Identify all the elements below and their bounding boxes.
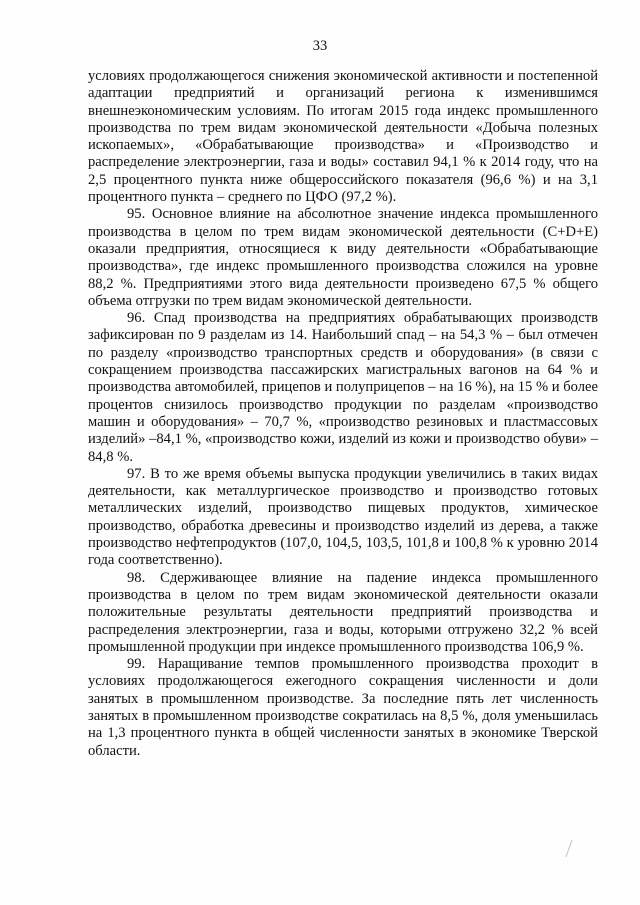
paragraph-99: 99. Наращивание темпов промышленного производства проходит в условиях продолжающегося ежегодного сокращения численности и доли занятых в промышленном производстве. За последние пять лет численность занятых в промышленном производстве сократилась на 8,5 %, доля уменьшилась на 1,3 процентного пункта в общей численности занятых в экономике Тверской области.: [88, 656, 598, 759]
paragraph-96: 96. Спад производства на предприятиях обрабатывающих производств зафиксирован по 9 разделам из 14. Наибольший спад – на 54,3 % – был отмечен по разделу «производство транспортных средств и оборудования» (в связи с сокращением производства пассажирских магистральных вагонов на 64 % и производства автомобилей, прицепов и полуприцепов – на 16 %), на 15 % и более процентов снизилось производство продукции по разделам «производство машин и оборудования» – 70,7 %, «производство резиновых и пластмассовых изделий» –84,1 %, «производство кожи, изделий из кожи и производство обуви» – 84,8 %.: [88, 310, 598, 465]
paragraph-97: 97. В то же время объемы выпуска продукции увеличились в таких видах деятельности, как металлургическое производство и производство готовых металлических изделий, производство пищевых продуктов, химическое производство, обработка древесины и производство изделий из дерева, а также производство нефтепродуктов (107,0, 104,5, 103,5, 101,8 и 100,8 % к уровню 2014 года соответственно).: [88, 465, 598, 569]
paragraph-95: 95. Основное влияние на абсолютное значение индекса промышленного производства в целом по трем видам экономической деятельности (С+D+E) оказали предприятия, относящиеся к виду деятельности «Обрабатывающие производства», где индекс промышленного производства сложился на уровне 88,2 %. Предприятиями этого вида деятельности произведено 67,5 % общего объема отгрузки по трем видам экономической деятельности.: [88, 206, 598, 309]
body-text: [88, 68, 598, 760]
stray-pen-mark: [565, 840, 572, 857]
page-number: 33: [312, 38, 328, 54]
paragraph-98: 98. Сдерживающее влияние на падение индекса промышленного производства в целом по трем видам экономической деятельности оказали положительные результаты деятельности предприятий производства и распределения электроэнергии, газа и воды, которыми отгружено 32,2 % всей промышленной продукции при индексе промышленного производства 106,9 %.: [88, 569, 598, 655]
paragraph-intro-continuation: условиях продолжающегося снижения экономической активности и постепенной адаптации предприятий и организаций региона к изменившимся внешнеэкономическим условиям. По итогам 2015 года индекс промышленного производства по трем видам экономической деятельности «Добыча полезных ископаемых», «Обрабатывающие производства» и «Производство и распределение электроэнергии, газа и воды» составил 94,1 % к 2014 году, что на 2,5 процентного пункта ниже общероссийского показателя (96,6 %) и на 3,1 процентного пункта – среднего по ЦФО (97,2 %).: [88, 68, 598, 206]
